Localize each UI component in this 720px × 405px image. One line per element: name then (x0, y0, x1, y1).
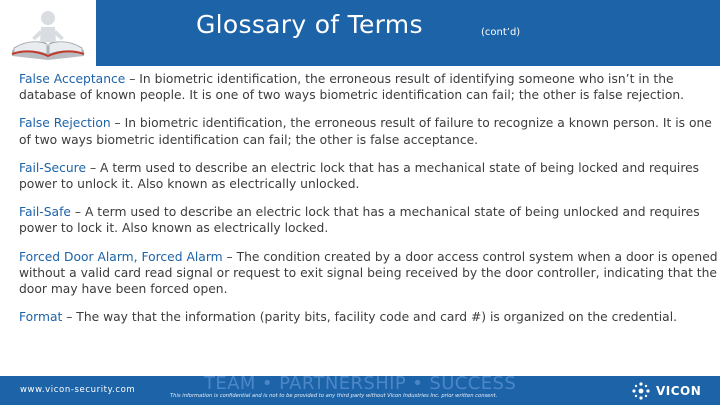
footer-url: www.vicon-security.com (20, 385, 136, 395)
glossary-definition: – In biometric identification, the erroneous result of failure to recognize a known person. It is one of two ways biometric identification can fail; the other is false acceptance. (19, 116, 712, 147)
page-title: Glossary of Terms (196, 10, 423, 39)
confidentiality-note: This information is confidential and is not to be provided to any third party without Vicon Industries Inc. prior written consent. (170, 393, 498, 399)
glossary-definition: – In biometric identification, the erroneous result of identifying someone who isn’t in the database of known people. It is one of two ways biometric identification can fail; the other is false rejection. (19, 72, 685, 103)
glossary-entry (19, 204, 719, 236)
glossary-term: False Rejection (19, 116, 111, 131)
glossary-term: Fail-Safe (19, 205, 71, 220)
glossary-term: Fail-Secure (19, 160, 87, 175)
glossary-entry (19, 160, 719, 192)
glossary-definition: – The way that the information (parity bits, facility code and card #) is organized on the credential. (62, 310, 678, 325)
glossary-term: False Acceptance (19, 72, 126, 86)
glossary-definition: – A term used to describe an electric lock that has a mechanical state of being unlocked and requires power to lock it. Also known as electrically locked. (19, 205, 700, 236)
glossary-entry (19, 115, 719, 147)
logo-box (0, 0, 96, 66)
glossary-entry (19, 309, 719, 325)
glossary-entry (19, 249, 719, 298)
title-suffix: (cont’d) (481, 27, 521, 38)
brand-logo (630, 380, 701, 402)
footer-tagline: TEAM • PARTNERSHIP • SUCCESS (204, 373, 517, 394)
glossary-definition: – The condition created by a door access control system when a door is opened without a valid card read signal or request to exit signal being received by the door controller, indicating that the door may have been forced open. (19, 249, 718, 297)
glossary-term: Forced Door Alarm, Forced Alarm (19, 249, 223, 264)
vicon-logo-icon (630, 380, 652, 402)
brand-name: VICON (656, 384, 702, 398)
glossary-definition: – A term used to describe an electric lock that has a mechanical state of being locked and requires power to unlock it. Also known as electrically unlocked. (19, 160, 700, 192)
glossary-list (19, 71, 719, 337)
glossary-entry (19, 71, 719, 103)
glossary-term: Format (19, 310, 63, 325)
open-book-icon (4, 2, 92, 64)
